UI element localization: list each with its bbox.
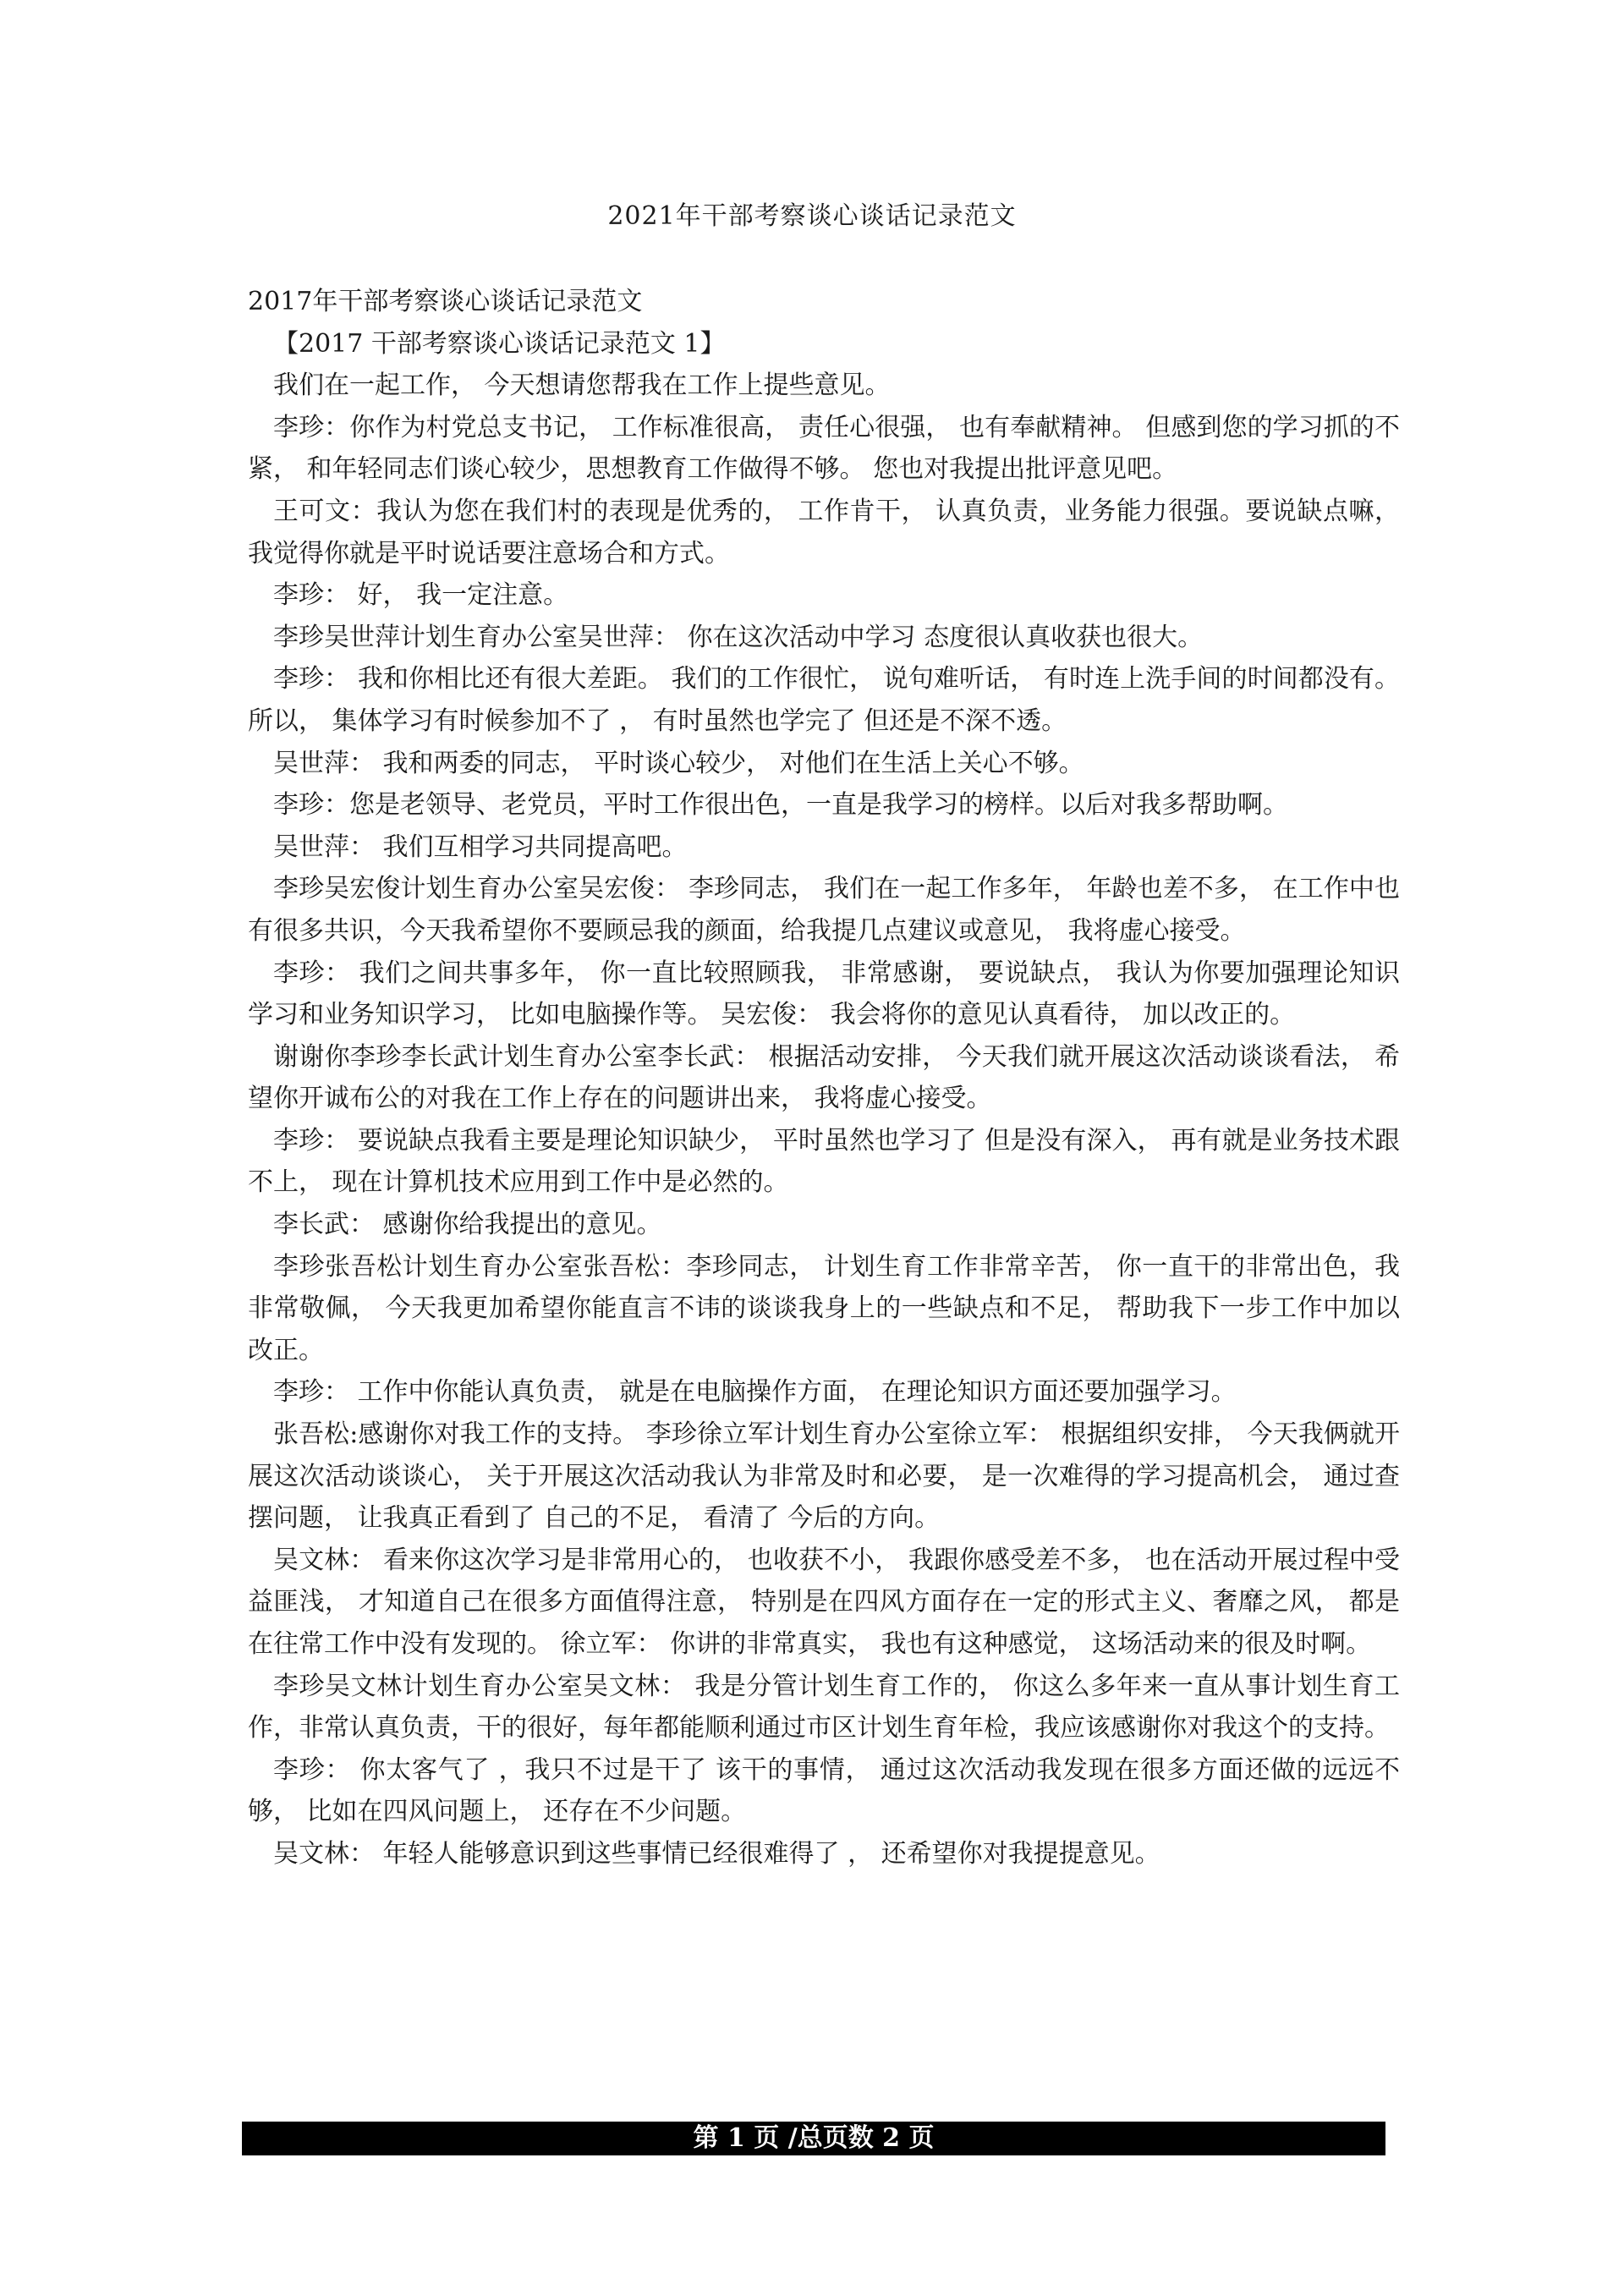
paragraph: 吴世萍： 我们互相学习共同提高吧。	[273, 832, 688, 862]
paragraph: 我们在一起工作， 今天想请您帮我在工作上提些意见。	[273, 371, 891, 401]
paragraph: 李珍吴文林计划生育办公室吴文林： 我是分管计划生育工作的， 你这么多年来一直从事计划生育工作，非常认真负责，干的很好，每年都能顺利通过市区计划生育年检，我应该感谢你对我这个的支持。	[248, 1671, 1400, 1743]
paragraph: 李珍： 我和你相比还有很大差距。 我们的工作很忙， 说句难听话， 有时连上洗手间的时间都没有。 所以， 集体学习有时候参加不了 ， 有时虽然也学完了 但还是不深不透。	[248, 664, 1400, 736]
paragraph: 吴文林： 看来你这次学习是非常用心的， 也收获不小， 我跟你感受差不多， 也在活动开展过程中受益匪浅， 才知道自己在很多方面值得注意， 特别是在四风方面存在一定的形式主义、奢靡之风， 都是在往常工作中没有发现的。 徐立军： 你讲的非常真实， 我也有这种感觉， 这场活动来的很及时啊。	[248, 1545, 1400, 1659]
paragraph: 王可文：我认为您在我们村的表现是优秀的， 工作肯干， 认真负责，业务能力很强。要说缺点嘛， 我觉得你就是平时说话要注意场合和方式。	[248, 496, 1400, 568]
paragraph: 李珍： 工作中你能认真负责， 就是在电脑操作方面， 在理论知识方面还要加强学习。	[273, 1377, 1237, 1408]
paragraph: 李珍： 要说缺点我看主要是理论知识缺少， 平时虽然也学习了 但是没有深入， 再有就是业务技术跟不上， 现在计算机技术应用到工作中是必然的。	[248, 1125, 1400, 1198]
document-body	[248, 281, 1400, 1875]
paragraph: 李珍： 你太客气了 ，我只不过是干了 该干的事情， 通过这次活动我发现在很多方面还做的远远不够， 比如在四风问题上， 还存在不少问题。	[248, 1754, 1400, 1827]
page-footer: 第 1 页 /总页数 2 页	[242, 2122, 1385, 2155]
document-title: 2021年干部考察谈心谈话记录范文	[607, 201, 1017, 231]
paragraph: 吴世萍： 我和两委的同志， 平时谈心较少， 对他们在生活上关心不够。	[273, 748, 1084, 778]
paragraph: 谢谢你李珍李长武计划生育办公室李长武： 根据活动安排， 今天我们就开展这次活动谈谈看法， 希望你开诚布公的对我在工作上存在的问题讲出来， 我将虚心接受。	[248, 1041, 1400, 1114]
paragraph: 李珍： 我们之间共事多年， 你一直比较照顾我， 非常感谢， 要说缺点， 我认为你要加强理论知识学习和业务知识学习， 比如电脑操作等。 吴宏俊： 我会将你的意见认真看待， 加以改正的。	[248, 958, 1400, 1030]
paragraph: 吴文林： 年轻人能够意识到这些事情已经很难得了 ， 还希望你对我提提意见。	[273, 1838, 1160, 1869]
section-heading: 2017年干部考察谈心谈话记录范文	[248, 287, 643, 316]
paragraph: 李珍：你作为村党总支书记， 工作标准很高， 责任心很强， 也有奉献精神。 但感到您的学习抓的不紧， 和年轻同志们谈心较少，思想教育工作做得不够。 您也对我提出批评意见吧。	[248, 412, 1400, 485]
paragraph: 李珍：您是老领导、老党员，平时工作很出色，一直是我学习的榜样。以后对我多帮助啊。	[273, 790, 1288, 821]
paragraph: 张吾松:感谢你对我工作的支持。 李珍徐立军计划生育办公室徐立军： 根据组织安排， 今天我俩就开展这次活动谈谈心， 关于开展这次活动我认为非常及时和必要， 是一次难得的学习提高机会， 通过查摆问题， 让我真正看到了 自己的不足， 看清了 今后的方向。	[248, 1419, 1400, 1534]
paragraph: 李珍吴世萍计划生育办公室吴世萍： 你在这次活动中学习 态度很认真收获也很大。	[273, 622, 1204, 652]
paragraph: 李长武： 感谢你给我提出的意见。	[273, 1210, 662, 1240]
paragraph: 李珍吴宏俊计划生育办公室吴宏俊： 李珍同志， 我们在一起工作多年， 年龄也差不多， 在工作中也有很多共识，今天我希望你不要顾忌我的颜面，给我提几点建议或意见， 我将虚心接受。	[248, 874, 1400, 946]
paragraph: 【2017 干部考察谈心谈话记录范文 1】	[273, 328, 726, 359]
paragraph: 李珍张吾松计划生育办公室张吾松：李珍同志， 计划生育工作非常辛苦， 你一直干的非常出色，我非常敬佩， 今天我更加希望你能直言不讳的谈谈我身上的一些缺点和不足， 帮助我下一步工作中加以改正。	[248, 1251, 1400, 1365]
paragraph: 李珍： 好， 我一定注意。	[273, 580, 569, 611]
